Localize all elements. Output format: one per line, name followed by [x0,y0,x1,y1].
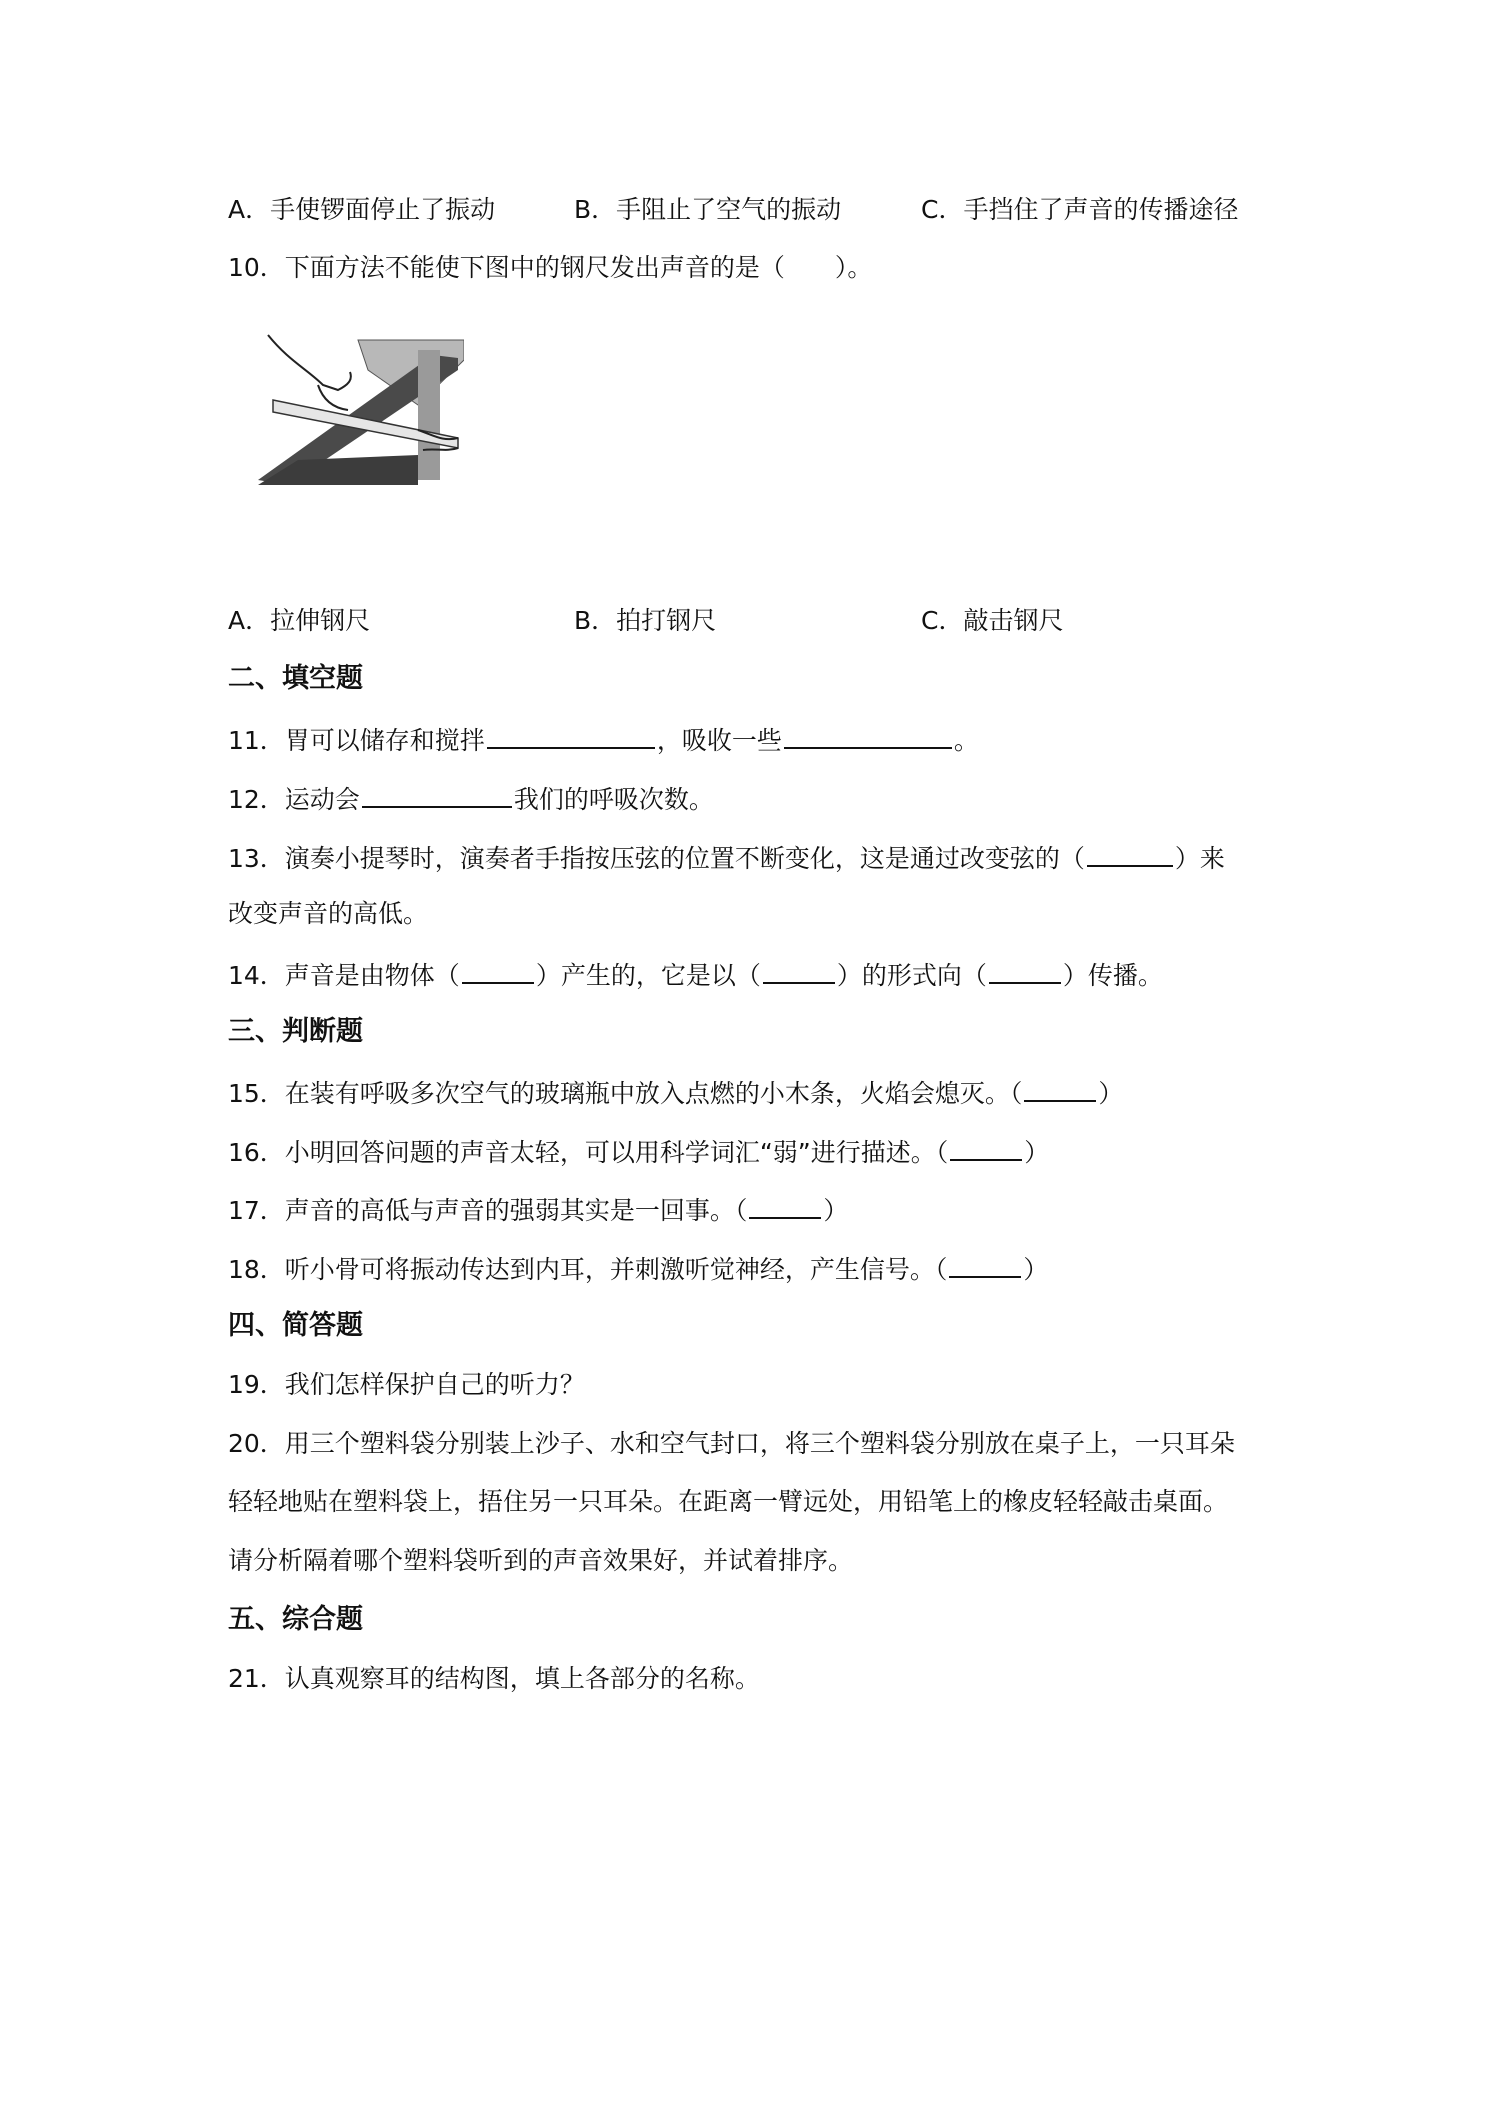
q20-line-1: 20．用三个塑料袋分别装上沙子、水和空气封口，将三个塑料袋分别放在桌子上，一只耳朵 [228,1429,1235,1458]
q18-blank[interactable] [949,1250,1021,1278]
q13-text-1: 13．演奏小提琴时，演奏者手指按压弦的位置不断变化，这是通过改变弦的（ [228,844,1085,873]
q14-text-3: ）的形式向（ [836,961,987,990]
section-heading-fill: 二、填空题 [228,663,363,694]
section-heading-comprehensive: 五、综合题 [228,1604,363,1635]
q14 [228,956,1163,993]
q18-text-1: 18．听小骨可将振动传达到内耳，并刺激听觉神经，产生信号。（ [228,1255,948,1284]
q9-option-c: C．手挡住了声音的传播途径 [921,195,1239,224]
q15 [228,1074,1123,1111]
q14-text-1: 14．声音是由物体（ [228,961,460,990]
q16-blank[interactable] [950,1133,1022,1161]
q9-option-a: A．手使锣面停止了振动 [228,195,496,224]
q14-blank-3[interactable] [989,956,1061,984]
q15-text-2: ） [1098,1079,1124,1108]
q18-text-2: ） [1023,1255,1049,1284]
section-heading-short: 四、简答题 [228,1310,363,1341]
q9-option-b: B．手阻止了空气的振动 [574,195,842,224]
q15-text-1: 15．在装有呼吸多次空气的玻璃瓶中放入点燃的小木条，火焰会熄灭。（ [228,1079,1023,1108]
q19: 19．我们怎样保护自己的听力？ [228,1370,585,1399]
q14-text-2: ）产生的，它是以（ [535,961,761,990]
q11-text-3: 。 [953,726,979,755]
q17-text-1: 17．声音的高低与声音的强弱其实是一回事。（ [228,1196,748,1225]
steel-ruler-figure [258,330,464,485]
q20-line-3: 请分析隔着哪个塑料袋听到的声音效果好，并试着排序。 [228,1546,854,1575]
q10-stem: 10．下面方法不能使下图中的钢尺发出声音的是（ ）。 [228,253,873,282]
q12-text-1: 12．运动会 [228,785,360,814]
q17-text-2: ） [823,1196,849,1225]
q12-text-2: 我们的呼吸次数。 [513,785,714,814]
q11-text-2: ，吸收一些 [656,726,782,755]
q11-text-1: 11．胃可以储存和搅拌 [228,726,485,755]
q13-line-1 [228,839,1225,876]
q11-blank-1[interactable] [487,721,655,749]
q13-blank[interactable] [1087,839,1173,867]
q11 [228,721,979,758]
q10-option-a: A．拉伸钢尺 [228,606,371,635]
q10-option-b: B．拍打钢尺 [574,606,717,635]
q13-text-2: ）来 [1174,844,1225,873]
q14-blank-1[interactable] [462,956,534,984]
q18 [228,1250,1048,1287]
q14-text-4: ）传播。 [1062,961,1163,990]
q16-text-2: ） [1024,1138,1050,1167]
q16-text-1: 16．小明回答问题的声音太轻，可以用科学词汇“弱”进行描述。（ [228,1138,949,1167]
q13-line-2: 改变声音的高低。 [228,899,429,928]
q21: 21．认真观察耳的结构图，填上各部分的名称。 [228,1664,760,1693]
q14-blank-2[interactable] [763,956,835,984]
section-heading-judge: 三、判断题 [228,1016,363,1047]
q20-line-2: 轻轻地贴在塑料袋上，捂住另一只耳朵。在距离一臂远处，用铅笔上的橡皮轻轻敲击桌面。 [228,1487,1229,1516]
q17 [228,1191,848,1228]
q15-blank[interactable] [1024,1074,1096,1102]
q17-blank[interactable] [749,1191,821,1219]
q12 [228,780,714,817]
q10-option-c: C．敲击钢尺 [921,606,1064,635]
q16 [228,1133,1049,1170]
q11-blank-2[interactable] [784,721,952,749]
q12-blank[interactable] [362,780,512,808]
